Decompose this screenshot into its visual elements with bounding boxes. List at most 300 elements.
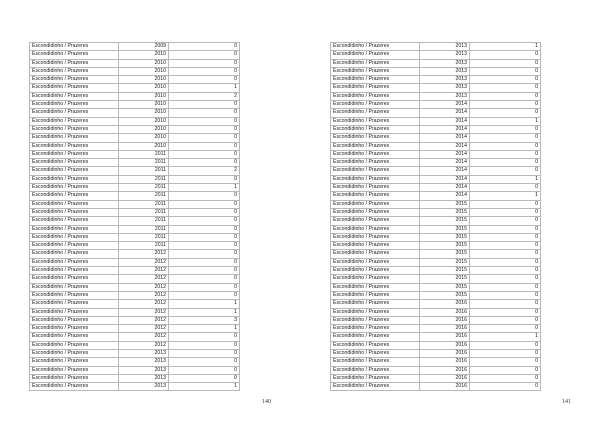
location-cell: Escondidinho / Prazeres: [30, 59, 119, 67]
year-cell: 2010: [119, 92, 169, 100]
location-cell: Escondidinho / Prazeres: [30, 184, 119, 192]
value-cell: 0: [169, 267, 240, 275]
table-row: [331, 76, 541, 84]
location-cell: Escondidinho / Prazeres: [30, 300, 119, 308]
value-cell: 0: [470, 84, 541, 92]
value-cell: 0: [470, 59, 541, 67]
value-cell: 0: [470, 109, 541, 117]
table-row: [331, 275, 541, 283]
location-cell: Escondidinho / Prazeres: [331, 349, 420, 357]
location-cell: Escondidinho / Prazeres: [331, 383, 420, 391]
table-row: [331, 51, 541, 59]
year-cell: 2010: [119, 109, 169, 117]
location-cell: Escondidinho / Prazeres: [30, 217, 119, 225]
table-row: [30, 258, 240, 266]
value-cell: 0: [169, 275, 240, 283]
value-cell: 0: [470, 184, 541, 192]
value-cell: 0: [470, 125, 541, 133]
year-cell: 2010: [119, 142, 169, 150]
year-cell: 2013: [420, 67, 470, 75]
location-cell: Escondidinho / Prazeres: [331, 76, 420, 84]
year-cell: 2013: [420, 92, 470, 100]
location-cell: Escondidinho / Prazeres: [30, 150, 119, 158]
year-cell: 2010: [119, 125, 169, 133]
table-row: [30, 242, 240, 250]
location-cell: Escondidinho / Prazeres: [30, 250, 119, 258]
value-cell: 0: [470, 51, 541, 59]
year-cell: 2012: [119, 341, 169, 349]
location-cell: Escondidinho / Prazeres: [30, 349, 119, 357]
location-cell: Escondidinho / Prazeres: [30, 200, 119, 208]
value-cell: 0: [169, 51, 240, 59]
table-row: [331, 84, 541, 92]
location-cell: Escondidinho / Prazeres: [331, 117, 420, 125]
location-cell: Escondidinho / Prazeres: [331, 67, 420, 75]
year-cell: 2011: [119, 200, 169, 208]
table-row: [30, 341, 240, 349]
table-row: [331, 67, 541, 75]
location-cell: Escondidinho / Prazeres: [331, 43, 420, 51]
data-table-right: [330, 42, 541, 391]
table-row: [30, 325, 240, 333]
table-row: [30, 59, 240, 67]
value-cell: 0: [470, 291, 541, 299]
year-cell: 2010: [119, 67, 169, 75]
table-row: [30, 175, 240, 183]
value-cell: 1: [169, 300, 240, 308]
year-cell: 2010: [119, 101, 169, 109]
year-cell: 2012: [119, 316, 169, 324]
location-cell: Escondidinho / Prazeres: [30, 242, 119, 250]
table-row: [331, 159, 541, 167]
value-cell: 0: [169, 200, 240, 208]
value-cell: 0: [470, 316, 541, 324]
year-cell: 2010: [119, 134, 169, 142]
year-cell: 2011: [119, 225, 169, 233]
year-cell: 2011: [119, 184, 169, 192]
location-cell: Escondidinho / Prazeres: [30, 341, 119, 349]
value-cell: 0: [470, 92, 541, 100]
year-cell: 2012: [119, 283, 169, 291]
table-row: [30, 291, 240, 299]
year-cell: 2015: [420, 250, 470, 258]
table-row: [30, 250, 240, 258]
table-row: [331, 109, 541, 117]
table-row: [331, 267, 541, 275]
value-cell: 0: [169, 349, 240, 357]
value-cell: 0: [169, 233, 240, 241]
table-row: [30, 150, 240, 158]
year-cell: 2015: [420, 267, 470, 275]
year-cell: 2015: [420, 208, 470, 216]
location-cell: Escondidinho / Prazeres: [30, 291, 119, 299]
year-cell: 2015: [420, 258, 470, 266]
location-cell: Escondidinho / Prazeres: [331, 150, 420, 158]
table-row: [331, 358, 541, 366]
location-cell: Escondidinho / Prazeres: [30, 117, 119, 125]
year-cell: 2014: [420, 125, 470, 133]
year-cell: 2010: [119, 59, 169, 67]
value-cell: 0: [470, 308, 541, 316]
location-cell: Escondidinho / Prazeres: [331, 325, 420, 333]
value-cell: 0: [169, 217, 240, 225]
year-cell: 2014: [420, 184, 470, 192]
value-cell: 0: [470, 142, 541, 150]
year-cell: 2016: [420, 358, 470, 366]
location-cell: Escondidinho / Prazeres: [331, 358, 420, 366]
location-cell: Escondidinho / Prazeres: [30, 192, 119, 200]
location-cell: Escondidinho / Prazeres: [30, 175, 119, 183]
value-cell: 0: [470, 159, 541, 167]
year-cell: 2010: [119, 51, 169, 59]
location-cell: Escondidinho / Prazeres: [331, 316, 420, 324]
value-cell: 0: [470, 358, 541, 366]
location-cell: Escondidinho / Prazeres: [30, 92, 119, 100]
year-cell: 2012: [119, 325, 169, 333]
year-cell: 2014: [420, 192, 470, 200]
value-cell: 1: [169, 84, 240, 92]
year-cell: 2011: [119, 208, 169, 216]
value-cell: 0: [169, 358, 240, 366]
table-row: [30, 159, 240, 167]
table-row: [30, 134, 240, 142]
value-cell: 0: [169, 43, 240, 51]
value-cell: 0: [169, 76, 240, 84]
table-row: [30, 333, 240, 341]
location-cell: Escondidinho / Prazeres: [30, 84, 119, 92]
year-cell: 2013: [420, 59, 470, 67]
value-cell: 2: [169, 92, 240, 100]
table-row: [30, 300, 240, 308]
table-row: [331, 291, 541, 299]
table-row: [331, 101, 541, 109]
location-cell: Escondidinho / Prazeres: [30, 358, 119, 366]
location-cell: Escondidinho / Prazeres: [30, 76, 119, 84]
year-cell: 2011: [119, 175, 169, 183]
table-row: [331, 192, 541, 200]
location-cell: Escondidinho / Prazeres: [331, 101, 420, 109]
year-cell: 2011: [119, 159, 169, 167]
value-cell: 0: [169, 333, 240, 341]
table-row: [331, 283, 541, 291]
year-cell: 2016: [420, 300, 470, 308]
year-cell: 2012: [119, 300, 169, 308]
value-cell: 0: [470, 325, 541, 333]
value-cell: 2: [169, 167, 240, 175]
table-row: [30, 225, 240, 233]
location-cell: Escondidinho / Prazeres: [331, 200, 420, 208]
value-cell: 0: [169, 225, 240, 233]
table-row: [331, 225, 541, 233]
year-cell: 2013: [420, 43, 470, 51]
year-cell: 2013: [119, 366, 169, 374]
location-cell: Escondidinho / Prazeres: [331, 242, 420, 250]
year-cell: 2014: [420, 101, 470, 109]
page-number-left: 140: [262, 399, 271, 405]
year-cell: 2016: [420, 366, 470, 374]
year-cell: 2016: [420, 349, 470, 357]
year-cell: 2014: [420, 150, 470, 158]
value-cell: 0: [169, 159, 240, 167]
location-cell: Escondidinho / Prazeres: [331, 283, 420, 291]
table-row: [331, 167, 541, 175]
table-row: [30, 283, 240, 291]
year-cell: 2012: [119, 250, 169, 258]
year-cell: 2011: [119, 167, 169, 175]
value-cell: 0: [470, 217, 541, 225]
year-cell: 2012: [119, 275, 169, 283]
location-cell: Escondidinho / Prazeres: [30, 233, 119, 241]
table-row: [30, 76, 240, 84]
value-cell: 0: [470, 383, 541, 391]
table-row: [331, 333, 541, 341]
table-row: [30, 383, 240, 391]
table-row: [331, 200, 541, 208]
value-cell: 0: [169, 117, 240, 125]
year-cell: 2012: [119, 333, 169, 341]
year-cell: 2014: [420, 142, 470, 150]
location-cell: Escondidinho / Prazeres: [30, 208, 119, 216]
table-row: [30, 167, 240, 175]
table-row: [30, 51, 240, 59]
value-cell: 0: [470, 275, 541, 283]
value-cell: 0: [470, 267, 541, 275]
table-row: [30, 109, 240, 117]
table-row: [30, 366, 240, 374]
table-row: [30, 84, 240, 92]
table-row: [331, 92, 541, 100]
value-cell: 1: [470, 333, 541, 341]
value-cell: 0: [169, 192, 240, 200]
value-cell: 0: [169, 67, 240, 75]
value-cell: 0: [169, 208, 240, 216]
table-row: [331, 59, 541, 67]
year-cell: 2016: [420, 383, 470, 391]
table-row: [30, 184, 240, 192]
page-141: [330, 42, 541, 391]
table-row: [30, 374, 240, 382]
year-cell: 2014: [420, 159, 470, 167]
table-row: [331, 43, 541, 51]
value-cell: 0: [169, 150, 240, 158]
value-cell: 0: [169, 242, 240, 250]
table-row: [30, 267, 240, 275]
table-row: [331, 150, 541, 158]
year-cell: 2015: [420, 225, 470, 233]
table-row: [331, 258, 541, 266]
year-cell: 2013: [420, 84, 470, 92]
location-cell: Escondidinho / Prazeres: [331, 267, 420, 275]
location-cell: Escondidinho / Prazeres: [30, 51, 119, 59]
year-cell: 2011: [119, 150, 169, 158]
table-row: [331, 217, 541, 225]
value-cell: 0: [470, 349, 541, 357]
year-cell: 2016: [420, 341, 470, 349]
year-cell: 2010: [119, 76, 169, 84]
value-cell: 0: [169, 175, 240, 183]
location-cell: Escondidinho / Prazeres: [331, 51, 420, 59]
table-row: [30, 125, 240, 133]
table-row: [30, 142, 240, 150]
table-row: [331, 184, 541, 192]
value-cell: 0: [169, 374, 240, 382]
location-cell: Escondidinho / Prazeres: [331, 84, 420, 92]
value-cell: 1: [470, 192, 541, 200]
location-cell: Escondidinho / Prazeres: [30, 366, 119, 374]
location-cell: Escondidinho / Prazeres: [30, 283, 119, 291]
location-cell: Escondidinho / Prazeres: [331, 275, 420, 283]
value-cell: 1: [169, 383, 240, 391]
value-cell: 0: [470, 76, 541, 84]
location-cell: Escondidinho / Prazeres: [331, 300, 420, 308]
table-row: [331, 250, 541, 258]
year-cell: 2015: [420, 291, 470, 299]
location-cell: Escondidinho / Prazeres: [30, 316, 119, 324]
year-cell: 2015: [420, 275, 470, 283]
table-row: [30, 200, 240, 208]
location-cell: Escondidinho / Prazeres: [331, 92, 420, 100]
location-cell: Escondidinho / Prazeres: [30, 125, 119, 133]
value-cell: 0: [169, 250, 240, 258]
location-cell: Escondidinho / Prazeres: [331, 134, 420, 142]
value-cell: 0: [470, 250, 541, 258]
value-cell: 0: [470, 283, 541, 291]
year-cell: 2011: [119, 233, 169, 241]
year-cell: 2014: [420, 167, 470, 175]
data-table-left: [29, 42, 240, 391]
location-cell: Escondidinho / Prazeres: [331, 208, 420, 216]
year-cell: 2013: [119, 383, 169, 391]
table-row: [30, 233, 240, 241]
year-cell: 2016: [420, 374, 470, 382]
location-cell: Escondidinho / Prazeres: [331, 233, 420, 241]
location-cell: Escondidinho / Prazeres: [331, 308, 420, 316]
table-row: [331, 300, 541, 308]
table-row: [331, 383, 541, 391]
table-row: [331, 175, 541, 183]
location-cell: Escondidinho / Prazeres: [331, 374, 420, 382]
table-row: [30, 358, 240, 366]
location-cell: Escondidinho / Prazeres: [331, 125, 420, 133]
value-cell: 0: [470, 374, 541, 382]
table-row: [331, 308, 541, 316]
location-cell: Escondidinho / Prazeres: [30, 67, 119, 75]
table-row: [331, 374, 541, 382]
value-cell: 0: [470, 67, 541, 75]
location-cell: Escondidinho / Prazeres: [331, 59, 420, 67]
location-cell: Escondidinho / Prazeres: [331, 184, 420, 192]
value-cell: 0: [169, 125, 240, 133]
year-cell: 2013: [119, 349, 169, 357]
value-cell: 3: [169, 316, 240, 324]
year-cell: 2010: [119, 117, 169, 125]
location-cell: Escondidinho / Prazeres: [331, 250, 420, 258]
table-row: [331, 242, 541, 250]
value-cell: 0: [169, 59, 240, 67]
value-cell: 0: [169, 142, 240, 150]
year-cell: 2014: [420, 109, 470, 117]
value-cell: 0: [470, 366, 541, 374]
table-row: [331, 325, 541, 333]
table-row: [30, 349, 240, 357]
location-cell: Escondidinho / Prazeres: [30, 275, 119, 283]
location-cell: Escondidinho / Prazeres: [30, 333, 119, 341]
table-row: [331, 208, 541, 216]
year-cell: 2015: [420, 233, 470, 241]
table-row: [30, 67, 240, 75]
location-cell: Escondidinho / Prazeres: [331, 217, 420, 225]
table-row: [30, 208, 240, 216]
year-cell: 2012: [119, 308, 169, 316]
value-cell: 0: [169, 341, 240, 349]
year-cell: 2009: [119, 43, 169, 51]
value-cell: 1: [169, 308, 240, 316]
table-row: [30, 308, 240, 316]
location-cell: Escondidinho / Prazeres: [331, 167, 420, 175]
year-cell: 2013: [420, 76, 470, 84]
year-cell: 2015: [420, 217, 470, 225]
year-cell: 2013: [119, 374, 169, 382]
year-cell: 2014: [420, 117, 470, 125]
table-row: [331, 117, 541, 125]
value-cell: 0: [470, 300, 541, 308]
year-cell: 2014: [420, 134, 470, 142]
table-row: [30, 92, 240, 100]
year-cell: 2016: [420, 308, 470, 316]
location-cell: Escondidinho / Prazeres: [331, 192, 420, 200]
year-cell: 2014: [420, 175, 470, 183]
table-row: [331, 366, 541, 374]
table-row: [331, 341, 541, 349]
year-cell: 2011: [119, 217, 169, 225]
value-cell: 0: [470, 134, 541, 142]
value-cell: 1: [169, 325, 240, 333]
location-cell: Escondidinho / Prazeres: [331, 258, 420, 266]
location-cell: Escondidinho / Prazeres: [30, 225, 119, 233]
table-row: [30, 117, 240, 125]
table-row: [30, 192, 240, 200]
year-cell: 2011: [119, 192, 169, 200]
location-cell: Escondidinho / Prazeres: [331, 333, 420, 341]
location-cell: Escondidinho / Prazeres: [30, 383, 119, 391]
year-cell: 2013: [119, 358, 169, 366]
location-cell: Escondidinho / Prazeres: [30, 374, 119, 382]
value-cell: 0: [169, 109, 240, 117]
location-cell: Escondidinho / Prazeres: [30, 167, 119, 175]
location-cell: Escondidinho / Prazeres: [331, 142, 420, 150]
value-cell: 0: [470, 341, 541, 349]
year-cell: 2012: [119, 291, 169, 299]
page-number-right: 141: [562, 399, 571, 405]
value-cell: 0: [470, 200, 541, 208]
table-row: [331, 142, 541, 150]
location-cell: Escondidinho / Prazeres: [331, 225, 420, 233]
value-cell: 0: [470, 258, 541, 266]
year-cell: 2011: [119, 242, 169, 250]
value-cell: 0: [470, 150, 541, 158]
value-cell: 0: [470, 208, 541, 216]
table-row: [331, 233, 541, 241]
year-cell: 2015: [420, 242, 470, 250]
table-row: [331, 316, 541, 324]
year-cell: 2016: [420, 325, 470, 333]
page-140: [29, 42, 240, 391]
value-cell: 1: [470, 117, 541, 125]
table-row: [331, 349, 541, 357]
value-cell: 0: [470, 233, 541, 241]
value-cell: 0: [470, 101, 541, 109]
location-cell: Escondidinho / Prazeres: [30, 101, 119, 109]
